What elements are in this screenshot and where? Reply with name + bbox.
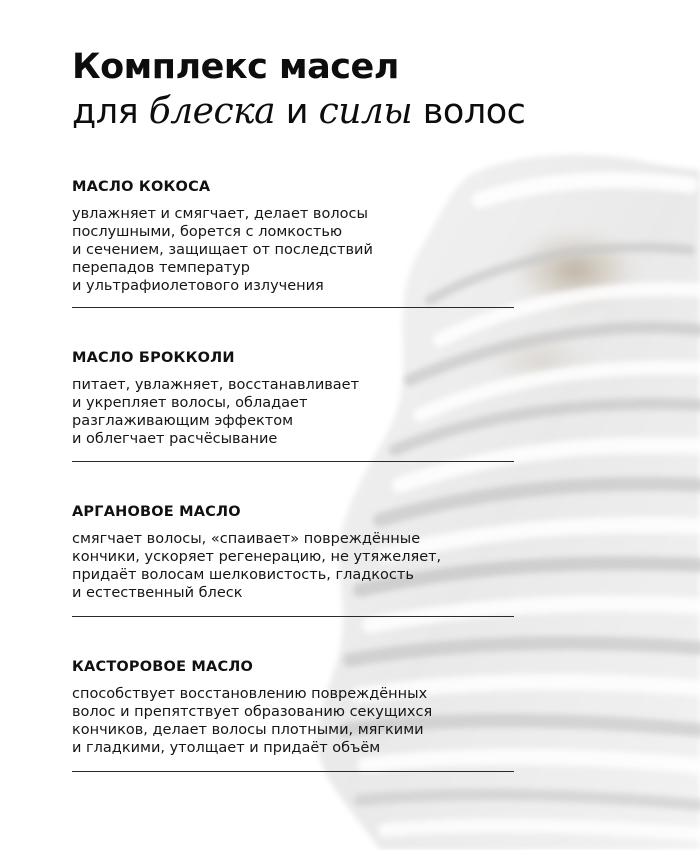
section-description: увлажняет и смягчает, делает волосы послушными, борется с ломкостью и сечением, защищает от последствий перепадов температур и ультрафиолетового излучения [72, 206, 373, 294]
divider [72, 307, 514, 308]
page-subtitle [72, 90, 632, 134]
section-coconut-oil [72, 178, 522, 295]
section-broccoli-oil [72, 349, 522, 448]
section-description: питает, увлажняет, восстанавливает и укрепляет волосы, обладает разглаживающим эффектом и облегчает расчёсывание [72, 377, 360, 447]
subtitle-italic-strength: силы [318, 91, 413, 132]
subtitle-part1: для [72, 92, 149, 132]
subtitle-part3: волос [412, 92, 526, 132]
section-heading: МАСЛО КОКОСА [72, 179, 211, 195]
section-castor-oil [72, 658, 522, 757]
subtitle-part2: и [275, 92, 319, 132]
subtitle-italic-shine: блеска [148, 91, 276, 132]
section-description: смягчает волосы, «спаивает» повреждённые кончики, ускоряет регенерацию, не утяжеляет, придаёт волосам шелковистость, гладкость и естественный блеск [72, 531, 442, 601]
section-heading: МАСЛО БРОККОЛИ [72, 350, 235, 366]
divider [72, 771, 514, 772]
section-argan-oil [72, 503, 522, 602]
section-description: способствует восстановлению повреждённых волос и препятствует образованию секущихся кончиков, делает волосы плотными, мягкими и гладкими, утолщает и придаёт объём [72, 686, 433, 756]
divider [72, 461, 514, 462]
section-heading: КАСТОРОВОЕ МАСЛО [72, 659, 254, 675]
page-header [72, 46, 632, 134]
page-title: Комплекс масел [72, 47, 399, 87]
divider [72, 616, 514, 617]
section-heading: АРГАНОВОЕ МАСЛО [72, 504, 241, 520]
